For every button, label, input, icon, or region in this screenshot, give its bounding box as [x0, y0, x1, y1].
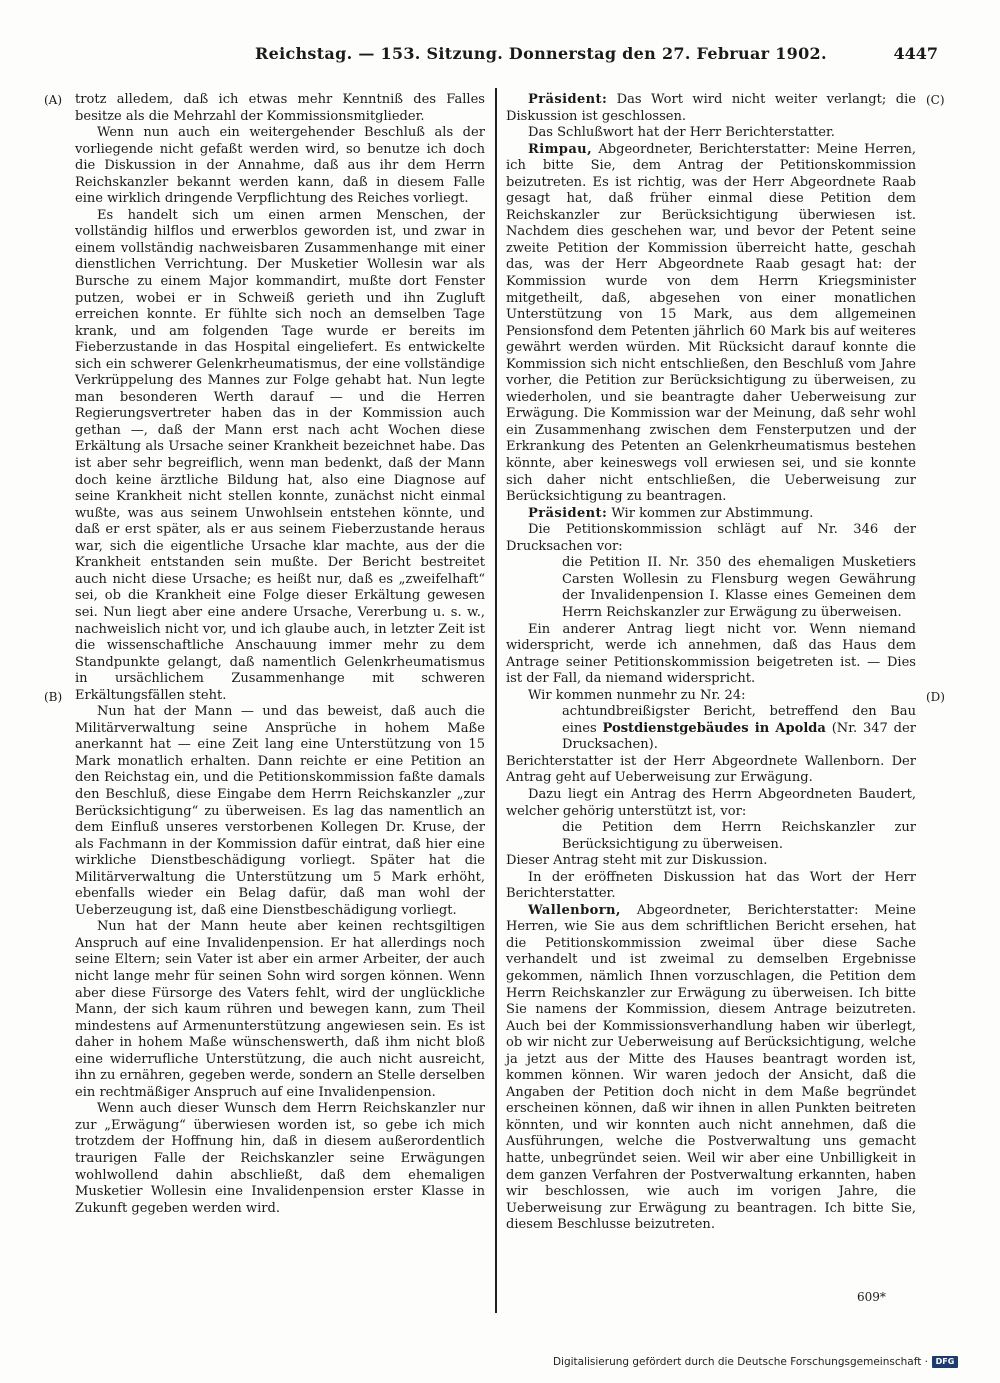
page-number: 4447	[893, 44, 938, 63]
dfg-logo-icon: DFG	[932, 1356, 958, 1368]
footer-text: Digitalisierung gefördert durch die Deutsche Forschungsgemeinschaft ·	[552, 1356, 928, 1368]
column-divider	[495, 88, 497, 1313]
quoted-motion: die Petition dem Herrn Reichskanzler zur Berücksichtigung zu überweisen.	[562, 820, 916, 852]
speaker-name: Rimpau,	[528, 141, 593, 157]
header-title: Reichstag. — 153. Sitzung. Donnerstag den 27. Februar 1902.	[255, 44, 827, 63]
right-paragraph: Dazu liegt ein Antrag des Herrn Abgeordneten Baudert, welcher gehörig unterstützt ist, vor:	[506, 786, 916, 819]
left-column	[75, 92, 485, 1217]
left-paragraph: Nun hat der Mann — und das beweist, daß auch die Militärverwaltung seine Ansprüche in hohem Maße anerkannt hat — eine Zeit lang eine Unterstützung von 15 Mark monatlich erhalten. Dann reichte er eine Petition an den Reichstag ein, und die Petitionskommission faßte damals den Beschluß, diese Eingabe dem Herrn Reichskanzler „zur Berücksichtigung“ zu überweisen. Es lag das namentlich an dem Einfluß unseres verstorbenen Kollegen Dr. Kruse, der als Fachmann in der Kommission dafür eintrat, daß hier eine wirkliche Dienstbeschädigung vorliegt. Später hat die Militärverwaltung die Unterstützung um 5 Mark erhöht, ebenfalls wieder ein Belag dafür, daß man wohl der Ueberzeugung ist, daß eine Dienstbeschädigung vorliegt.	[75, 704, 485, 918]
right-paragraph: Dieser Antrag steht mit zur Diskussion.	[506, 853, 768, 869]
right-paragraph: In der eröffneten Diskussion hat das Wort der Herr Berichterstatter.	[506, 869, 916, 902]
margin-mark-c: (C)	[926, 93, 945, 107]
left-paragraph: Nun hat der Mann heute aber keinen rechtsgiltigen Anspruch auf eine Invalidenpension. Er hat allerdings noch seine Eltern; sein Vater ist aber ein armer Arbeiter, der auch nicht lange mehr für seinen Sohn wird sorgen können. Wenn aber diese Fürsorge des Vaters fehlt, wird der unglückliche Mann, der sich kaum rühren und bewegen kann, zum Theil mindestens auf Armenunterstützung angewiesen sein. Es ist daher in hohem Maße wünschenswerth, daß ihm nicht bloß eine widerrufliche Unterstützung, die auch nicht ausreicht, ihn zu ernähren, gegeben werde, sondern an Stelle derselben ein rechtmäßiger Anspruch auf eine Invalidenpension.	[75, 919, 485, 1100]
quoted-motion: die Petition II. Nr. 350 des ehemaligen Musketiers Carsten Wollesin zu Flensburg wegen Gewährung der Invalidenpension I. Klasse eines Gemeinen dem Herrn Reichskanzler zur Erwägung zu überweisen.	[562, 555, 916, 620]
margin-mark-a: (A)	[44, 93, 63, 107]
right-paragraph: Präsident: Wir kommen zur Abstimmung.	[528, 505, 814, 521]
right-paragraph: Rimpau, Abgeordneter, Berichterstatter: Meine Herren, ich bitte Sie, dem Antrag der Petitionskommission beizutreten. Es ist richtig, was der Herr Abgeordnete Raab gesagt hat, daß früher einmal diese Petition dem Reichskanzler zur Berücksichtigung überwiesen ist. Nachdem dies geschehen war, und bevor der Petent seine zweite Petition der Kommission überreicht hatte, geschah das, was der Herr Abgeordnete Raab gesagt hat: der Kommission wurde von dem Herrn Kriegsminister mitgetheilt, daß, abgesehen von einer monatlichen Unterstützung von 15 Mark, aus dem allgemeinen Pensionsfond dem Petenten jährlich 60 Mark bis auf weiteres gewährt werden würden. Mit Rücksicht darauf konnte die Kommission sich nicht entschließen, den Beschluß vom Jahre vorher, die Petition zur Berücksichtigung zu überweisen, zu wiederholen, und sie beantragte daher Ueberweisung zur Erwägung. Die Kommission war der Meinung, daß sehr wohl ein Zusammenhang zwischen dem Fensterputzen und der Erkrankung des Petenten an Gelenkrheumatismus bestehen könnte, aber keineswegs voll erwiesen sei, und sie konnte sich daher nicht entschließen, die Ueberweisung zur Berücksichtigung zu beantragen.	[506, 141, 916, 505]
left-paragraph: Wenn nun auch ein weitergehender Beschluß als der vorliegende nicht gefaßt werden wird, so benutze ich doch die Diskussion in der Annahme, daß aus ihr dem Herrn Reichskanzler bekannt werden kann, daß in diesem Falle eine wirklich dringende Verpflichtung des Reiches vorliegt.	[75, 125, 485, 207]
right-paragraph: Ein anderer Antrag liegt nicht vor. Wenn niemand widerspricht, werde ich annehmen, daß das Haus dem Antrage seiner Petitionskommission beigetreten ist. — Dies ist der Fall, da niemand widerspricht.	[506, 621, 916, 687]
right-column	[506, 92, 916, 1234]
sheet-number: 609*	[857, 1290, 886, 1304]
right-paragraph: Das Schlußwort hat der Herr Berichterstatter.	[528, 125, 835, 141]
agenda-subject: Postdienstgebäudes in Apolda	[602, 720, 826, 736]
speaker-name: Wallenborn,	[528, 902, 621, 918]
left-paragraph: Es handelt sich um einen armen Menschen, der vollständig hilflos und erwerblos geworden ist, und zwar in einem vollständig nachweisbaren Zusammenhange mit einer dienstlichen Verrichtung. Der Musketier Wollesin war als Bursche zu einem Major kommandirt, mußte dort Fenster putzen, wobei er in Schweiß gerieth und ihn Zugluft erreichen konnte. Er fühlte sich noch an demselben Tage krank, und am folgenden Tage wurde er bereits im Fieberzustande in das Hospital eingeliefert. Es entwickelte sich ein schwerer Gelenkrheumatismus, der eine vollständige Verkrüppelung des Mannes zur Folge gehabt hat. Nun legte man besonderen Werth darauf — und die Herren Regierungsvertreter haben das in der Kommission auch gethan —, daß der Mann erst nach acht Wochen diese Erkältung als Ursache seiner Krankheit bezeichnet habe. Das ist aber sehr begreiflich, wenn man bedenkt, daß der Mann doch keine ärztliche Bildung hat, also eine Diagnose auf seine Krankheit nicht stellen konnte, zunächst nicht einmal wußte, was aus seinem Unwohlsein entstehen könnte, und daß er erst später, als er aus seinem Fieberzustande heraus war, sich die eigentliche Ursache klar machte, aus der die Krankheit entstanden sein mußte. Der Bericht bestreitet auch nicht diese Ursache; es heißt nur, daß es „zweifelhaft“ sei, ob die Krankheit eine Folge dieser Erkältung gewesen sei. Nun liegt aber eine andere Ursache, Vererbung u. s. w., nachweislich nicht vor, und ich glaube auch, in letzter Zeit ist die wissenschaftliche Anschauung immer mehr zu dem Standpunkte gelangt, daß namentlich Gelenkrheumatismus in ursächlichem Zusammenhange mit schweren Erkältungsfällen steht.	[75, 207, 485, 703]
left-paragraph: Wenn auch dieser Wunsch dem Herrn Reichskanzler nur zur „Erwägung“ überwiesen worden ist, so gebe ich mich trotzdem der Hoffnung hin, daß in diesem außerordentlich traurigen Falle der Reichskanzler seine Erwägungen wohlwollend dahin abschließt, daß dem ehemaligen Musketier Wollesin eine Invalidenpension erster Klasse in Zukunft gegeben werden wird.	[75, 1101, 485, 1216]
right-paragraph: Berichterstatter ist der Herr Abgeordnete Wallenborn. Der Antrag geht auf Ueberweisung zur Erwägung.	[506, 753, 916, 786]
speaker-name: Präsident:	[528, 505, 608, 521]
right-paragraph: Wir kommen nunmehr zu Nr. 24:	[528, 687, 746, 703]
agenda-item: achtundbreißigster Bericht, betreffend den Bau eines Postdienstgebäudes in Apolda (Nr. 347 der Drucksachen).	[562, 704, 916, 753]
right-paragraph: Präsident: Das Wort wird nicht weiter verlangt; die Diskussion ist geschlossen.	[506, 92, 916, 124]
speaker-name: Präsident:	[528, 92, 608, 107]
margin-mark-b: (B)	[44, 690, 63, 704]
footer-credit	[553, 1356, 958, 1368]
page-header	[40, 44, 938, 66]
right-paragraph: Die Petitionskommission schlägt auf Nr. 346 der Drucksachen vor:	[506, 522, 916, 554]
margin-mark-d: (D)	[926, 690, 945, 704]
left-paragraph: trotz alledem, daß ich etwas mehr Kenntniß des Falles besitze als die Mehrzahl der Kommissionsmitglieder.	[75, 92, 485, 124]
right-paragraph: Wallenborn, Abgeordneter, Berichterstatter: Meine Herren, wie Sie aus dem schriftlichen Bericht ersehen, hat die Petitionskommission zweimal über diese Sache verhandelt und ist zweimal zu demselben Ergebnisse gekommen, nämlich Ihnen vorzuschlagen, die Petition dem Herrn Reichskanzler zur Erwägung zu überweisen. Ich bitte Sie namens der Kommission, diesem Antrage beizutreten. Auch bei der Kommissionsverhandlung haben wir überlegt, ob wir nicht zur Ueberweisung auf Berücksichtigung, welche ja jetzt aus der Mitte des Hauses beantragt worden ist, kommen können. Wir waren jedoch der Ansicht, daß die Angaben der Petition doch nicht in dem Maße begründet erscheinen können, daß wir ihnen in allen Punkten beitreten könnten, und wir konnten auch nicht annehmen, daß die Ausführungen, welche die Postverwaltung uns gemacht hatte, unbegründet seien. Weil wir aber eine Unbilligkeit in dem ganzen Verfahren der Postverwaltung erkannten, haben wir beschlossen, wie auch im vorigen Jahre, die Ueberweisung zur Erwägung zu beantragen. Ich bitte Sie, diesem Beschlusse beizutreten.	[506, 902, 916, 1233]
